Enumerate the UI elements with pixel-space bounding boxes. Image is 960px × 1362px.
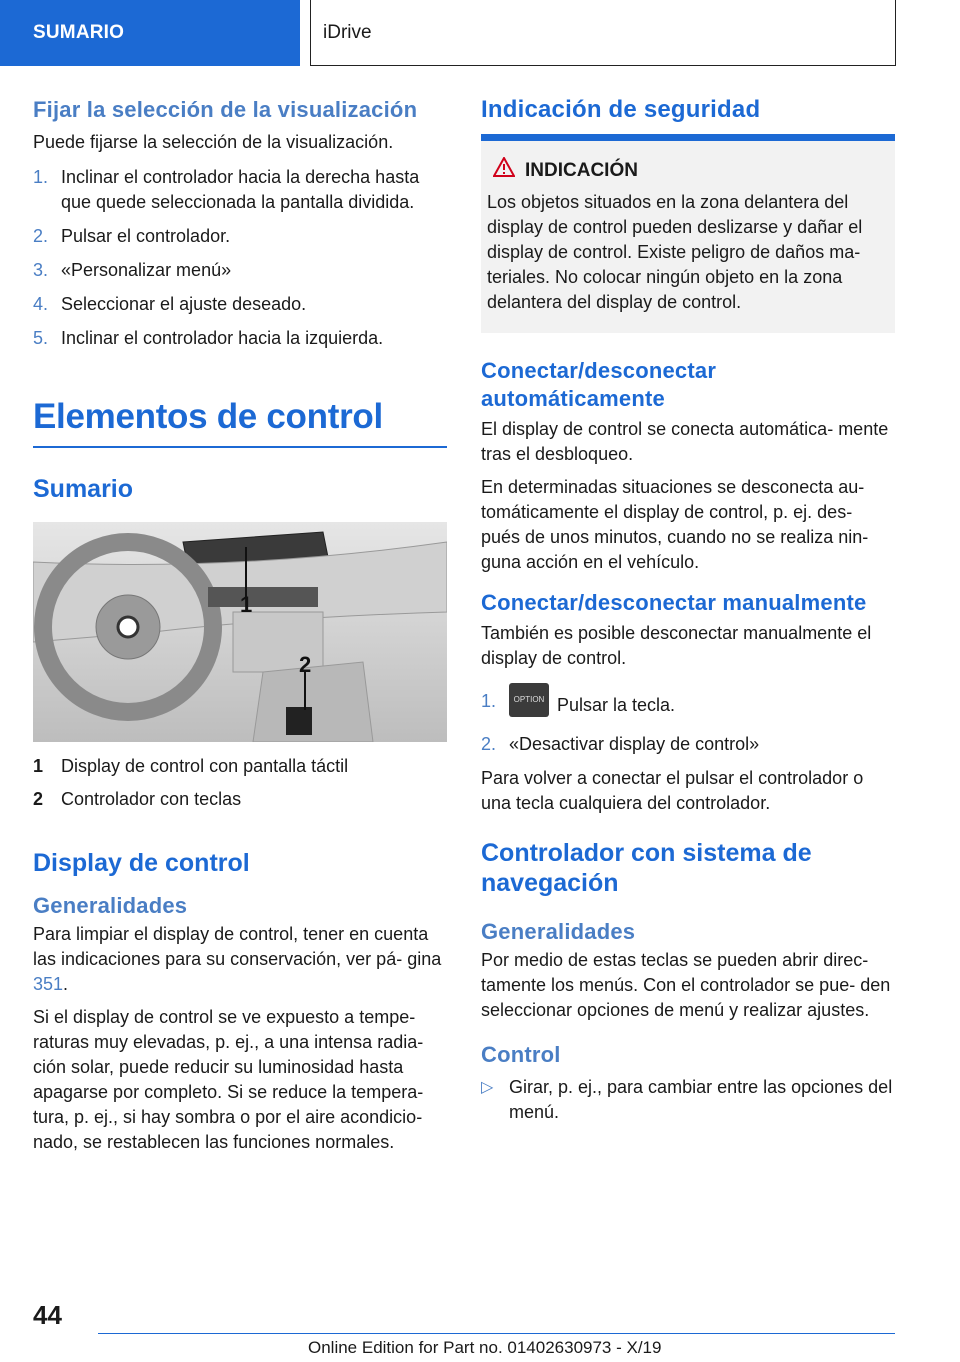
list-item: 5. Inclinar el controlador hacia la izquierda. [33,328,384,348]
warning-header [487,157,889,184]
list-item: 2. Pulsar el controlador. [33,226,231,246]
control-list [481,1075,895,1125]
manual-steps [481,689,895,757]
manual-heading: Conectar/desconectar manualmente [481,590,867,615]
cockpit-illustration [33,522,447,742]
display-heading: Display de control [33,849,250,877]
control-heading: Control [481,1042,561,1067]
page-header [0,0,960,66]
general-heading: Generalidades [33,893,188,918]
callout-label-1: 1 [240,592,253,617]
fix-selection-heading: Fijar la selección de la visualización [33,97,418,122]
warning-text: Los objetos situados en la zona delantera del display de control pueden deslizarse y dañar el display de control. Existe peligro de daños ma‐ teriales. No colocar ningún objeto en la zona delantera del display de control. [487,192,863,312]
fix-selection-steps [33,165,447,351]
list-item: 1. OPTION Pulsar la tecla. [481,689,895,723]
callout-label-2: 2 [299,652,312,677]
chapter-tab[interactable]: iDrive [310,0,896,66]
nav-general-paragraph: Por medio de estas teclas se pueden abrir direc‐ tamente los menús. Con el controlador se pue‐ den seleccionar opciones de menú y realizar ajustes. [481,950,891,1020]
right-column [481,96,895,1125]
sumario-heading: Sumario [33,475,134,503]
option-key-icon: OPTION [509,683,549,717]
left-column [33,96,447,1163]
chapter-title: Elementos de control [33,397,383,436]
list-item: 2. «Desactivar display de control» [481,734,760,754]
page-reference-link[interactable]: 351 [33,974,64,994]
auto-heading: Conectar/desconectar automáticamente [481,358,717,411]
bullet-triangle-icon: ▷ [481,1079,494,1096]
page-number: 44 [33,1300,62,1330]
warning-top-bar [481,134,895,141]
footer-rule [98,1333,895,1334]
list-item: 3. «Personalizar menú» [33,260,232,280]
general-paragraph-1: Para limpiar el display de control, tener en cuenta las indicaciones para su conservación, ver pá‐ gina 351. [33,924,442,994]
list-item: 4. Seleccionar el ajuste deseado. [33,294,307,314]
nav-general-heading: Generalidades [481,919,636,944]
auto-paragraph-2: En determinadas situaciones se desconecta au‐ tomáticamente el display de control, p. ej. des‐ pués de unos minutos, cuando no se realiza nin‐ guna acción en el vehículo. [481,477,869,572]
list-item: ▷ Girar, p. ej., para cambiar entre las opciones del menú. [481,1077,893,1122]
legend-item: 2 Controlador con teclas [33,789,242,809]
warning-label: INDICACIÓN [525,160,638,181]
cockpit-illustration-svg [33,522,447,742]
manual-paragraph-1: También es posible desconectar manualmente el display de control. [481,623,872,668]
nav-heading: Controlador con sistema de navegación [481,839,812,897]
tab-sumario[interactable]: SUMARIO [0,0,300,66]
legend-item: 1 Display de control con pantalla táctil [33,756,349,776]
list-item: 1. Inclinar el controlador hacia la derecha hasta que quede seleccionada la pantalla dividida. [33,167,420,212]
manual-paragraph-2: Para volver a conectar el pulsar el controlador o una tecla cualquiera del controlador. [481,768,864,813]
warning-box [481,141,895,333]
general-paragraph-2: Si el display de control se ve expuesto a tempe‐ raturas muy elevadas, p. ej., a una intensa radia‐ ción solar, puede reducir su luminosidad hasta apagarse por completo. Si se reduce la tempera‐ tura, p. ej., si hay sombra o por el aire acondicio‐ nado, se restablecen las funciones normales. [33,1007,424,1152]
edition-note: Online Edition for Part no. 01402630973 - X/19 [308,1338,662,1357]
warning-triangle-icon [493,157,515,184]
auto-paragraph-1: El display de control se conecta automática‐ mente tras el desbloqueo. [481,419,889,464]
safety-heading: Indicación de seguridad [481,96,761,123]
fix-selection-intro: Puede fijarse la selección de la visualización. [33,132,394,152]
